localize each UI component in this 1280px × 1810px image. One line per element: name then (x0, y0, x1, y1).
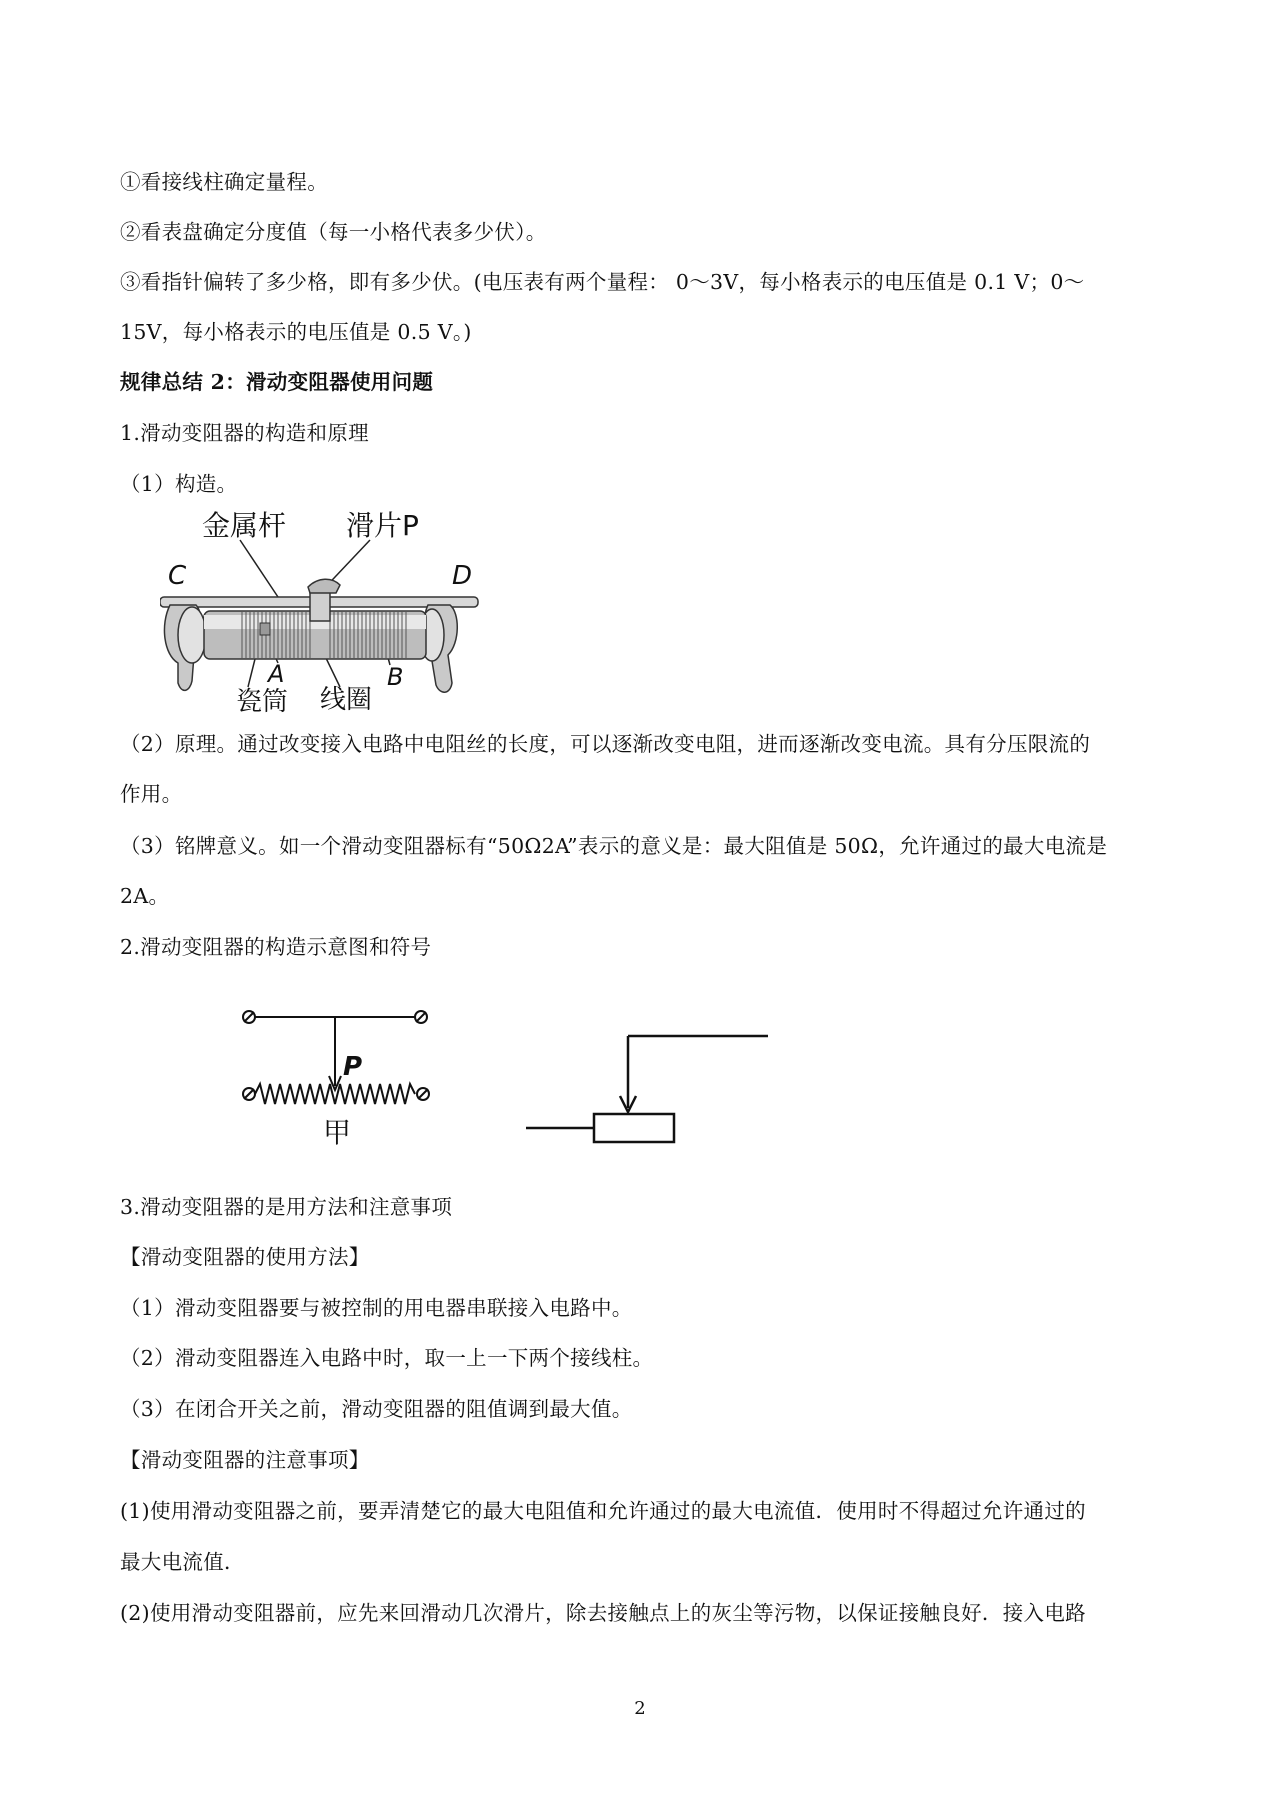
paragraph-range-step3: ③看指针偏转了多少格，即有多少伏。(电压表有两个量程： 0～3V，每小格表示的电压值是 0.1 V；0～ (120, 270, 1085, 294)
label-c: C (168, 561, 187, 591)
subheading-structure-principle: 1.滑动变阻器的构造和原理 (120, 421, 369, 445)
label-d: D (452, 561, 473, 591)
label-slider-p: 滑片P (346, 509, 419, 542)
usage-method-title: 【滑动变阻器的使用方法】 (120, 1245, 370, 1269)
subheading-usage: 3.滑动变阻器的是用方法和注意事项 (120, 1195, 453, 1219)
paragraph-range-step3-cont: 15V，每小格表示的电压值是 0.5 V。) (120, 320, 472, 344)
item-nameplate-cont: 2A。 (120, 884, 170, 908)
label-p: P (343, 1052, 363, 1082)
subheading-schematic-symbol: 2.滑动变阻器的构造示意图和符号 (120, 935, 432, 959)
rheostat-circuit-symbol (520, 1030, 770, 1150)
item-structure: （1）构造。 (120, 472, 238, 496)
section-heading: 规律总结 2：滑动变阻器使用问题 (120, 370, 434, 394)
note-item-1-cont: 最大电流值． (120, 1550, 245, 1574)
note-item-2: (2)使用滑动变阻器前，应先来回滑动几次滑片，除去接触点上的灰尘等污物，以保证接触良好．接入电路 (120, 1601, 1086, 1625)
usage-item-3: （3）在闭合开关之前，滑动变阻器的阻值调到最大值。 (120, 1397, 633, 1421)
paragraph-range-step2: ②看表盘确定分度值（每一小格代表多少伏）。 (120, 220, 547, 244)
label-b: B (387, 663, 404, 691)
note-item-1: (1)使用滑动变阻器之前，要弄清楚它的最大电阻值和允许通过的最大电流值．使用时不得超过允许通过的 (120, 1499, 1086, 1523)
item-principle-cont: 作用。 (120, 782, 183, 806)
rheostat-illustration (160, 505, 490, 717)
label-metal-rod: 金属杆 (202, 509, 287, 542)
paragraph-range-step1: ①看接线柱确定量程。 (120, 170, 328, 194)
label-coil: 线圈 (320, 685, 373, 715)
usage-item-2: （2）滑动变阻器连入电路中时，取一上一下两个接线柱。 (120, 1346, 654, 1370)
item-principle: （2）原理。通过改变接入电路中电阻丝的长度，可以逐渐改变电阻，进而逐渐改变电流。具有分压限流的 (120, 732, 1091, 756)
slider-p (310, 589, 330, 621)
notes-title: 【滑动变阻器的注意事项】 (120, 1448, 370, 1472)
usage-item-1: （1）滑动变阻器要与被控制的用电器串联接入电路中。 (120, 1296, 633, 1320)
rheostat-schematic (235, 990, 435, 1150)
caption-jia: 甲 (323, 1116, 352, 1149)
page-number: 2 (634, 1698, 646, 1719)
item-nameplate: （3）铭牌意义。如一个滑动变阻器标有“50Ω2A”表示的意义是：最大阻值是 50Ω，允许通过的最大电流是 (120, 834, 1108, 858)
label-a: A (268, 660, 285, 688)
label-ceramic-tube: 瓷筒 (236, 687, 289, 717)
